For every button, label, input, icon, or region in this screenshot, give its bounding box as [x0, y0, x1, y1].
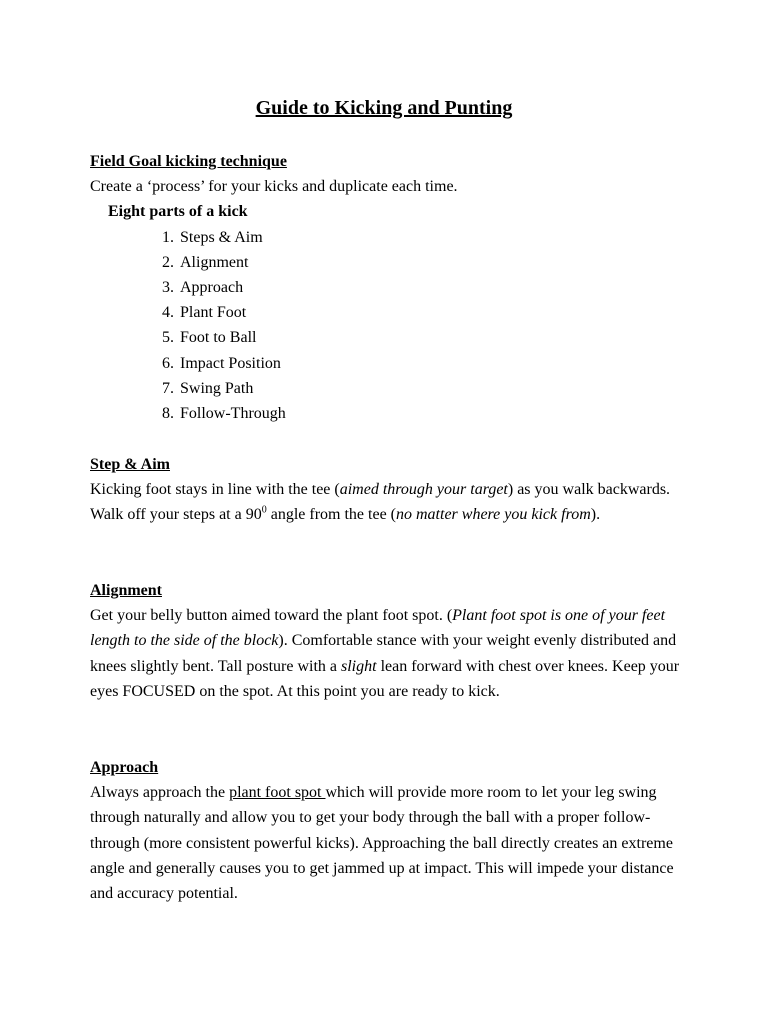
alignment-text-3: lean forward with chest over knees. Keep your eyes FOCUSED on the spot. At this point you are ready to kick.: [90, 657, 680, 700]
list-item-label: Foot to Ball: [180, 329, 257, 347]
step-aim-text-3: angle from the tee (: [266, 506, 396, 524]
alignment-paragraph: [90, 603, 680, 704]
list-item-label: Alignment: [180, 253, 249, 271]
list-item-number: 6.: [162, 354, 174, 372]
parts-list: [90, 225, 680, 427]
list-item-label: Steps & Aim: [180, 228, 263, 246]
list-item-label: Impact Position: [180, 354, 281, 372]
approach-underline: plant foot spot: [229, 784, 326, 802]
alignment-italic-1: Plant foot spot is one of your feet length to the side of the block: [90, 607, 666, 650]
step-aim-paragraph: [90, 477, 680, 527]
list-item-number: 8.: [162, 404, 174, 422]
step-aim-text-1: Kicking foot stays in line with the tee (: [90, 481, 340, 499]
alignment-text-2: ). Comfortable stance with your weight evenly distributed and knees slightly bent. Tall posture with a: [90, 632, 677, 675]
list-item: [152, 325, 680, 350]
list-item: [152, 225, 680, 250]
list-item-number: 1.: [162, 228, 174, 246]
step-aim-text-4: ).: [590, 506, 601, 524]
alignment-section: [90, 578, 680, 704]
list-item-label: Swing Path: [180, 379, 254, 397]
approach-paragraph: [90, 780, 680, 906]
list-item-number: 2.: [162, 253, 174, 271]
list-item-number: 5.: [162, 329, 174, 347]
list-item: [152, 250, 680, 275]
approach-text-1: Always approach the: [90, 784, 230, 802]
list-item: [152, 351, 680, 376]
field-goal-intro: Create a ‘process’ for your kicks and duplicate each time.: [90, 178, 458, 196]
alignment-italic-2: slight: [341, 657, 377, 675]
step-aim-italic-2: no matter where you kick from: [396, 506, 591, 524]
list-item: [152, 300, 680, 325]
field-goal-section: [90, 149, 680, 426]
page-title: Guide to Kicking and Punting: [255, 97, 513, 119]
approach-heading: Approach: [90, 759, 159, 776]
list-item-number: 4.: [162, 304, 174, 322]
list-item-label: Approach: [180, 278, 244, 296]
approach-text-2: which will provide more room to let your leg swing through naturally and allow you to get your body through the ball with a proper follow-through (more consistent powerful kicks). Approaching the ball directly creates an extreme angle and generally causes you to get jammed up at impact. This will impede your distance and accuracy potential.: [90, 784, 674, 903]
list-item-number: 7.: [162, 379, 174, 397]
list-item-label: Follow-Through: [180, 404, 286, 422]
list-item: [152, 401, 680, 426]
step-aim-text-2: ) as you walk backwards. Walk off your steps at a 90: [90, 481, 671, 524]
list-item: [152, 376, 680, 401]
step-aim-heading: Step & Aim: [90, 456, 170, 473]
alignment-heading: Alignment: [90, 582, 162, 599]
parts-subheading: Eight parts of a kick: [108, 203, 248, 221]
step-aim-italic-1: aimed through your target: [339, 481, 508, 499]
list-item-label: Plant Foot: [180, 304, 247, 322]
alignment-text-1: Get your belly button aimed toward the plant foot spot. (: [90, 607, 453, 625]
field-goal-heading: Field Goal kicking technique: [90, 153, 287, 170]
list-item: [152, 275, 680, 300]
list-item-number: 3.: [162, 278, 174, 296]
step-aim-section: [90, 452, 680, 528]
degree-superscript: 0: [261, 505, 267, 517]
approach-section: [90, 755, 680, 906]
